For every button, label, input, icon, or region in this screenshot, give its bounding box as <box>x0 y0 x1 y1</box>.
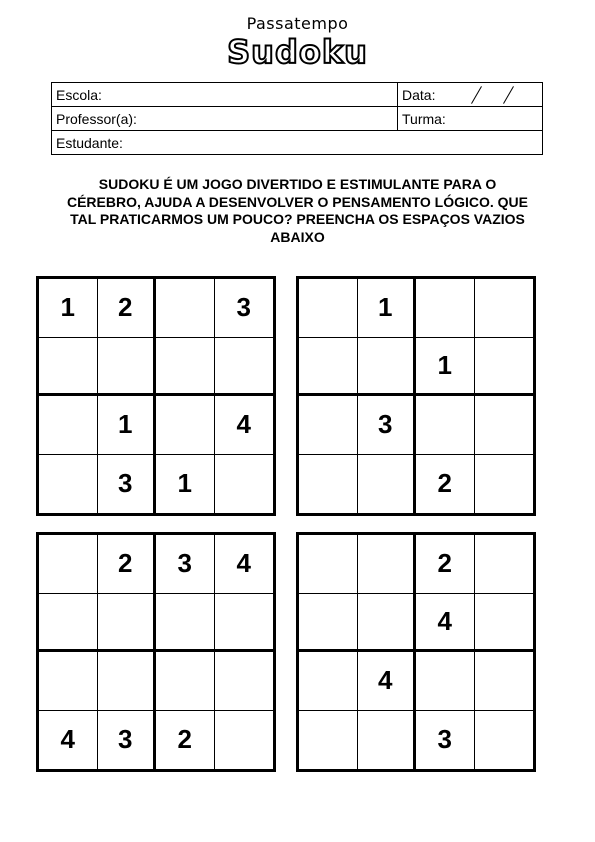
sudoku-given-cell: 4 <box>215 396 274 455</box>
sudoku-given-cell: 3 <box>98 711 157 770</box>
sudoku-empty-cell[interactable] <box>358 338 417 397</box>
sudoku-empty-cell[interactable] <box>299 396 358 455</box>
sudoku-empty-cell[interactable] <box>215 594 274 653</box>
sudoku-empty-cell[interactable] <box>358 594 417 653</box>
sudoku-empty-cell[interactable] <box>156 396 215 455</box>
sudoku-empty-cell[interactable] <box>156 594 215 653</box>
estudante-label: Estudante: <box>56 135 123 151</box>
page-header <box>0 14 595 70</box>
sudoku-empty-cell[interactable] <box>299 652 358 711</box>
sudoku-given-cell: 2 <box>98 535 157 594</box>
sudoku-given-cell: 2 <box>98 279 157 338</box>
sudoku-empty-cell[interactable] <box>299 535 358 594</box>
sudoku-puzzle <box>36 276 276 516</box>
date-separator-1 <box>471 86 482 104</box>
sudoku-empty-cell[interactable] <box>215 455 274 514</box>
sudoku-empty-cell[interactable] <box>358 711 417 770</box>
sudoku-empty-cell[interactable] <box>156 652 215 711</box>
sudoku-empty-cell[interactable] <box>156 279 215 338</box>
sudoku-empty-cell[interactable] <box>39 396 98 455</box>
sudoku-empty-cell[interactable] <box>98 652 157 711</box>
sudoku-empty-cell[interactable] <box>215 711 274 770</box>
sudoku-given-cell: 2 <box>416 455 475 514</box>
header-subtitle: Passatempo <box>246 14 349 33</box>
sudoku-empty-cell[interactable] <box>358 455 417 514</box>
sudoku-empty-cell[interactable] <box>475 279 534 338</box>
sudoku-given-cell: 4 <box>416 594 475 653</box>
professor-field[interactable] <box>52 107 398 130</box>
sudoku-empty-cell[interactable] <box>299 711 358 770</box>
sudoku-empty-cell[interactable] <box>475 711 534 770</box>
sudoku-empty-cell[interactable] <box>475 338 534 397</box>
instructions-text: SUDOKU É UM JOGO DIVERTIDO E ESTIMULANTE PARA O CÉREBRO, AJUDA A DESENVOLVER O PENSAMENTO LÓGICO. QUE TAL PRATICARMOS UM POUCO? PREENCHA OS ESPAÇOS VAZIOS ABAIXO <box>66 176 528 245</box>
sudoku-given-cell: 3 <box>98 455 157 514</box>
sudoku-given-cell: 1 <box>98 396 157 455</box>
sudoku-given-cell: 3 <box>215 279 274 338</box>
sudoku-given-cell: 2 <box>156 711 215 770</box>
sudoku-given-cell: 3 <box>156 535 215 594</box>
form-row-school <box>52 83 542 107</box>
sudoku-puzzle <box>296 276 536 516</box>
form-row-student <box>52 131 542 155</box>
sudoku-empty-cell[interactable] <box>358 535 417 594</box>
date-separator-2 <box>503 86 514 104</box>
header-title: Sudoku <box>227 33 368 71</box>
sudoku-puzzle <box>296 532 536 772</box>
sudoku-empty-cell[interactable] <box>475 455 534 514</box>
escola-field[interactable] <box>52 83 398 106</box>
sudoku-empty-cell[interactable] <box>98 594 157 653</box>
sudoku-empty-cell[interactable] <box>39 338 98 397</box>
student-info-form <box>51 82 543 155</box>
sudoku-empty-cell[interactable] <box>299 279 358 338</box>
data-field[interactable] <box>398 83 543 106</box>
sudoku-given-cell: 1 <box>416 338 475 397</box>
sudoku-given-cell: 4 <box>215 535 274 594</box>
sudoku-empty-cell[interactable] <box>475 652 534 711</box>
sudoku-empty-cell[interactable] <box>416 652 475 711</box>
sudoku-empty-cell[interactable] <box>215 338 274 397</box>
sudoku-empty-cell[interactable] <box>475 594 534 653</box>
form-row-teacher <box>52 107 542 131</box>
sudoku-empty-cell[interactable] <box>416 396 475 455</box>
sudoku-empty-cell[interactable] <box>39 455 98 514</box>
estudante-field[interactable] <box>52 131 542 155</box>
sudoku-empty-cell[interactable] <box>416 279 475 338</box>
sudoku-empty-cell[interactable] <box>299 338 358 397</box>
turma-label: Turma: <box>402 111 446 127</box>
sudoku-given-cell: 1 <box>156 455 215 514</box>
sudoku-given-cell: 1 <box>39 279 98 338</box>
sudoku-given-cell: 3 <box>358 396 417 455</box>
sudoku-given-cell: 3 <box>416 711 475 770</box>
sudoku-empty-cell[interactable] <box>98 338 157 397</box>
data-label: Data: <box>402 87 436 103</box>
sudoku-puzzle <box>36 532 276 772</box>
professor-label: Professor(a): <box>56 111 137 127</box>
sudoku-empty-cell[interactable] <box>156 338 215 397</box>
sudoku-given-cell: 4 <box>358 652 417 711</box>
turma-field[interactable] <box>398 107 543 130</box>
sudoku-empty-cell[interactable] <box>299 455 358 514</box>
sudoku-empty-cell[interactable] <box>39 535 98 594</box>
escola-label: Escola: <box>56 87 102 103</box>
sudoku-empty-cell[interactable] <box>475 535 534 594</box>
sudoku-given-cell: 4 <box>39 711 98 770</box>
sudoku-given-cell: 1 <box>358 279 417 338</box>
sudoku-empty-cell[interactable] <box>39 594 98 653</box>
sudoku-given-cell: 2 <box>416 535 475 594</box>
sudoku-empty-cell[interactable] <box>299 594 358 653</box>
sudoku-empty-cell[interactable] <box>475 396 534 455</box>
sudoku-empty-cell[interactable] <box>39 652 98 711</box>
sudoku-empty-cell[interactable] <box>215 652 274 711</box>
